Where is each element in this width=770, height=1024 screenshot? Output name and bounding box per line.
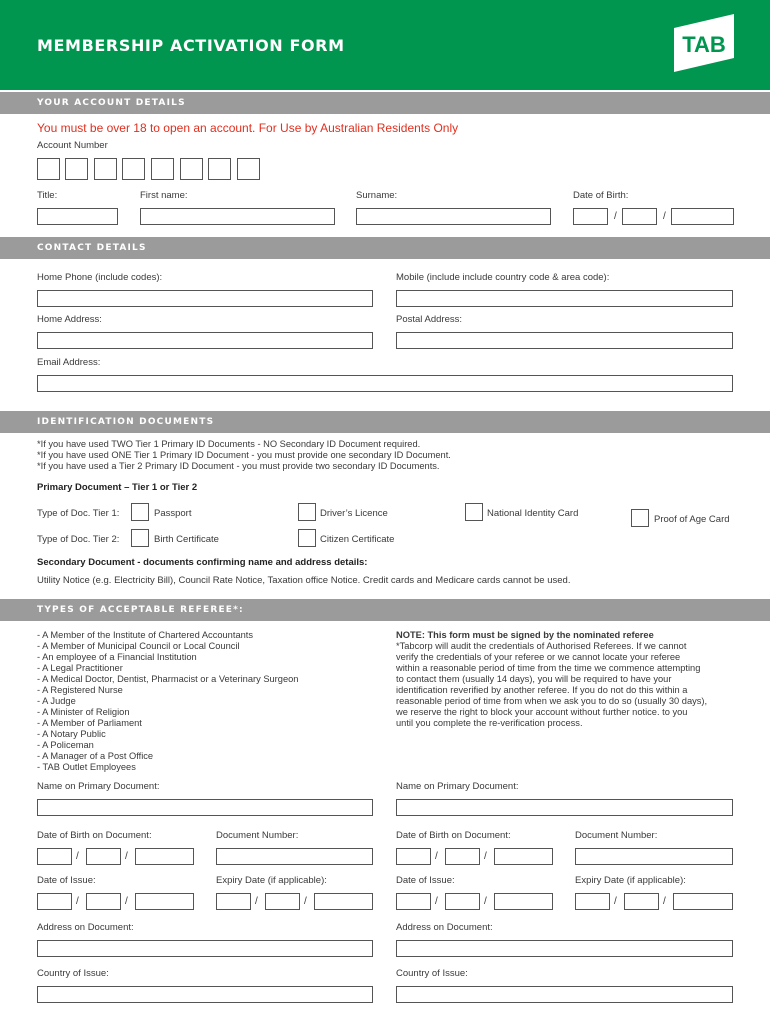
date-separator: / <box>435 851 438 862</box>
date-of-issue-label-2: Date of Issue: <box>396 875 455 886</box>
referee-list-item: - An employee of a Financial Institution <box>37 652 197 662</box>
date-separator: / <box>614 896 617 907</box>
proof-of-age-checkbox[interactable] <box>631 509 649 527</box>
expiry-day-field[interactable] <box>216 893 251 910</box>
section-title-identification: IDENTIFICATION DOCUMENTS <box>37 417 215 427</box>
form-title: MEMBERSHIP ACTIVATION FORM <box>37 36 345 55</box>
doc-dob-year-field-2[interactable] <box>494 848 553 865</box>
date-separator: / <box>76 851 79 862</box>
account-number-digit-4[interactable] <box>122 158 145 180</box>
account-number-digit-2[interactable] <box>65 158 88 180</box>
proof-of-age-label: Proof of Age Card <box>654 514 730 525</box>
referee-list-item: - A Policeman <box>37 740 94 750</box>
first-name-label: First name: <box>140 190 188 201</box>
id-note: *If you have used ONE Tier 1 Primary ID Document - you must provide one secondary ID Document. <box>37 450 451 460</box>
section-title-referee: TYPES OF ACCEPTABLE REFEREE*: <box>37 605 244 615</box>
email-label: Email Address: <box>37 357 101 368</box>
passport-checkbox[interactable] <box>131 503 149 521</box>
issue-day-field[interactable] <box>37 893 72 910</box>
secondary-document-text: Utility Notice (e.g. Electricity Bill), Council Rate Notice, Taxation office Notice. Credit cards and Medicare cards cannot be used. <box>37 575 571 586</box>
drivers-licence-checkbox[interactable] <box>298 503 316 521</box>
account-number-label: Account Number <box>37 140 108 151</box>
citizen-certificate-checkbox[interactable] <box>298 529 316 547</box>
home-phone-field[interactable] <box>37 290 373 307</box>
id-note: *If you have used a Tier 2 Primary ID Document - you must provide two secondary ID Documents. <box>37 461 440 471</box>
account-number-digit-1[interactable] <box>37 158 60 180</box>
title-field[interactable] <box>37 208 118 225</box>
referee-list-item: - A Registered Nurse <box>37 685 123 695</box>
dob-day-field[interactable] <box>573 208 608 225</box>
document-number-label: Document Number: <box>216 830 299 841</box>
expiry-day-field-2[interactable] <box>575 893 610 910</box>
email-field[interactable] <box>37 375 733 392</box>
dob-year-field[interactable] <box>671 208 734 225</box>
referee-list-item: - TAB Outlet Employees <box>37 762 136 772</box>
expiry-month-field-2[interactable] <box>624 893 659 910</box>
referee-note-line: reasonable period of time from when we ask you to do so (usually 30 days), <box>396 696 708 706</box>
referee-list-item: - A Judge <box>37 696 76 706</box>
document-number-field[interactable] <box>216 848 373 865</box>
referee-list-item: - A Minister of Religion <box>37 707 130 717</box>
tab-logo <box>672 14 736 72</box>
issue-day-field-2[interactable] <box>396 893 431 910</box>
referee-list-item: - A Legal Practitioner <box>37 663 123 673</box>
national-id-checkbox[interactable] <box>465 503 483 521</box>
national-id-label: National Identity Card <box>487 508 579 519</box>
postal-address-field[interactable] <box>396 332 733 349</box>
id-note: *If you have used TWO Tier 1 Primary ID Documents - NO Secondary ID Document required. <box>37 439 421 449</box>
first-name-field[interactable] <box>140 208 335 225</box>
postal-address-label: Postal Address: <box>396 314 463 325</box>
drivers-licence-label: Driver’s Licence <box>320 508 388 519</box>
address-on-doc-label-2: Address on Document: <box>396 922 493 933</box>
country-of-issue-field[interactable] <box>37 986 373 1003</box>
address-on-doc-label: Address on Document: <box>37 922 134 933</box>
name-on-primary-doc-label: Name on Primary Document: <box>37 781 160 792</box>
mobile-field[interactable] <box>396 290 733 307</box>
date-separator: / <box>76 896 79 907</box>
date-separator: / <box>255 896 258 907</box>
date-separator: / <box>614 211 617 222</box>
account-number-digit-7[interactable] <box>208 158 231 180</box>
date-separator: / <box>663 211 666 222</box>
referee-list-item: - A Manager of a Post Office <box>37 751 154 761</box>
logo-text: TAB <box>682 32 726 57</box>
referee-note-heading: NOTE: This form must be signed by the nominated referee <box>396 630 654 640</box>
age-warning: You must be over 18 to open an account. For Use by Australian Residents Only <box>37 121 459 135</box>
name-on-primary-doc-field-2[interactable] <box>396 799 733 816</box>
expiry-year-field-2[interactable] <box>673 893 733 910</box>
account-number-digit-8[interactable] <box>237 158 260 180</box>
referee-note-line: to contact them (usually 14 days), you will be required to have your <box>396 674 672 684</box>
document-number-field-2[interactable] <box>575 848 733 865</box>
citizen-certificate-label: Citizen Certificate <box>320 534 395 545</box>
country-of-issue-label-2: Country of Issue: <box>396 968 468 979</box>
section-title-contact: CONTACT DETAILS <box>37 243 147 253</box>
date-separator: / <box>304 896 307 907</box>
doc-dob-year-field[interactable] <box>135 848 194 865</box>
date-separator: / <box>125 896 128 907</box>
tier1-label: Type of Doc. Tier 1: <box>37 508 120 519</box>
dob-on-doc-label-2: Date of Birth on Document: <box>396 830 511 841</box>
account-number-digit-3[interactable] <box>94 158 117 180</box>
referee-list-item: - A Member of Municipal Council or Local Council <box>37 641 240 651</box>
name-on-primary-doc-label-2: Name on Primary Document: <box>396 781 519 792</box>
passport-label: Passport <box>154 508 192 519</box>
name-on-primary-doc-field[interactable] <box>37 799 373 816</box>
issue-year-field-2[interactable] <box>494 893 553 910</box>
date-separator: / <box>435 896 438 907</box>
country-of-issue-field-2[interactable] <box>396 986 733 1003</box>
account-number-digit-5[interactable] <box>151 158 174 180</box>
secondary-document-heading: Secondary Document - documents confirming name and address details: <box>37 557 368 568</box>
address-on-doc-field-2[interactable] <box>396 940 733 957</box>
referee-note-line: we reserve the right to block your account without further notice. to you <box>396 707 688 717</box>
home-address-label: Home Address: <box>37 314 102 325</box>
expiry-month-field[interactable] <box>265 893 300 910</box>
address-on-doc-field[interactable] <box>37 940 373 957</box>
tier2-label: Type of Doc. Tier 2: <box>37 534 120 545</box>
home-phone-label: Home Phone (include codes): <box>37 272 163 283</box>
mobile-label: Mobile (include include country code & area code): <box>396 272 610 283</box>
issue-month-field[interactable] <box>86 893 121 910</box>
birth-certificate-label: Birth Certificate <box>154 534 219 545</box>
birth-certificate-checkbox[interactable] <box>131 529 149 547</box>
document-number-label-2: Document Number: <box>575 830 658 841</box>
referee-list-item: - A Member of Parliament <box>37 718 142 728</box>
date-separator: / <box>484 896 487 907</box>
home-address-field[interactable] <box>37 332 373 349</box>
referee-note-line: verify the credentials of your referee or we cannot locate your referee <box>396 652 681 662</box>
primary-document-heading: Primary Document – Tier 1 or Tier 2 <box>37 482 198 493</box>
issue-year-field[interactable] <box>135 893 194 910</box>
expiry-year-field[interactable] <box>314 893 373 910</box>
date-separator: / <box>125 851 128 862</box>
dob-label: Date of Birth: <box>573 190 629 201</box>
doc-dob-month-field-2[interactable] <box>445 848 480 865</box>
country-of-issue-label: Country of Issue: <box>37 968 109 979</box>
dob-on-doc-label: Date of Birth on Document: <box>37 830 152 841</box>
surname-label: Surname: <box>356 190 398 201</box>
surname-field[interactable] <box>356 208 551 225</box>
dob-month-field[interactable] <box>622 208 657 225</box>
referee-note-line: identification reverified by another referee. If you do not do this within a <box>396 685 688 695</box>
referee-list-item: - A Medical Doctor, Dentist, Pharmacist or a Veterinary Surgeon <box>37 674 299 684</box>
doc-dob-day-field[interactable] <box>37 848 72 865</box>
date-separator: / <box>663 896 666 907</box>
doc-dob-day-field-2[interactable] <box>396 848 431 865</box>
date-separator: / <box>484 851 487 862</box>
referee-list-item: - A Member of the Institute of Chartered Accountants <box>37 630 254 640</box>
issue-month-field-2[interactable] <box>445 893 480 910</box>
doc-dob-month-field[interactable] <box>86 848 121 865</box>
expiry-date-label: Expiry Date (if applicable): <box>216 875 327 886</box>
title-label: Title: <box>37 190 58 201</box>
section-title-account: YOUR ACCOUNT DETAILS <box>37 98 186 108</box>
referee-note-line: *Tabcorp will audit the credentials of Authorised Referees. If we cannot <box>396 641 687 651</box>
expiry-date-label-2: Expiry Date (if applicable): <box>575 875 686 886</box>
date-of-issue-label: Date of Issue: <box>37 875 96 886</box>
referee-note-line: until you complete the re-verification process. <box>396 718 583 728</box>
referee-note-line: within a reasonable period of time from the time we commence attempting <box>396 663 701 673</box>
referee-list-item: - A Notary Public <box>37 729 106 739</box>
account-number-digit-6[interactable] <box>180 158 203 180</box>
